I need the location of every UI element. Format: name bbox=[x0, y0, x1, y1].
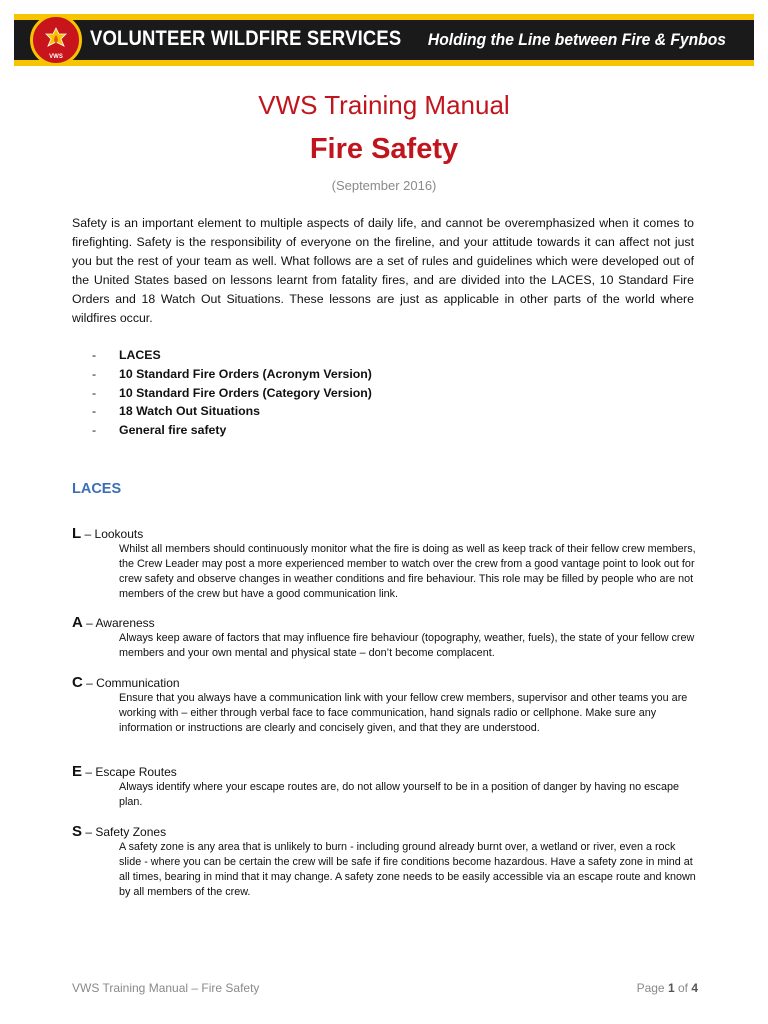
page-total: 4 bbox=[691, 981, 698, 995]
entry-term: – Communication bbox=[82, 676, 180, 690]
list-bullet: - bbox=[92, 385, 97, 400]
of-word: of bbox=[674, 981, 692, 995]
list-item bbox=[92, 365, 372, 384]
entry-letter: E bbox=[72, 763, 83, 780]
list-item-label: 10 Standard Fire Orders (Category Version) bbox=[119, 385, 372, 400]
logo-text: VWS bbox=[49, 54, 63, 60]
list-item-label: 10 Standard Fire Orders (Acronym Version) bbox=[119, 366, 372, 381]
contents-list bbox=[92, 346, 372, 440]
tagline: Holding the Line between Fire & Fynbos bbox=[427, 30, 726, 49]
laces-entry-awareness bbox=[72, 615, 698, 661]
section-heading-laces: LACES bbox=[72, 481, 122, 497]
entry-description: Whilst all members should continuously monitor what the fire is doing as well as keep track of their fellow crew members, the Crew Leader may post a more experienced member to watch over the crew from a good vantage point to look out for crew safety and observe changes in weather conditions and fire behaviour. This role may be filled by people who are not members of the crew but have a good communication link. bbox=[119, 543, 696, 600]
laces-entry-communication bbox=[72, 675, 698, 736]
entry-letter: S bbox=[72, 823, 83, 840]
list-bullet: - bbox=[92, 423, 97, 438]
laces-entry-escape-routes bbox=[72, 764, 698, 810]
entry-description: Ensure that you always have a communication link with your fellow crew members, supervisor and other teams you are working with – either through verbal face to face communication, hand signals radio or cellphone. Make sure any information or instructions are clearly and concisely given, and that they are understood. bbox=[119, 692, 688, 734]
laces-entry-safety-zones bbox=[72, 824, 698, 900]
vws-logo-icon bbox=[30, 14, 82, 66]
entry-term: – Awareness bbox=[82, 616, 155, 630]
list-item bbox=[92, 421, 372, 440]
org-name: VOLUNTEER WILDFIRE SERVICES bbox=[90, 27, 402, 50]
list-item bbox=[92, 384, 372, 403]
list-item-label: General fire safety bbox=[119, 423, 227, 438]
document-title: VWS Training Manual bbox=[258, 90, 510, 120]
entry-description: Always keep aware of factors that may influence fire behaviour (topography, weather, fuels), the state of your fellow crew members and your own mental and physical state – don’t become complacent. bbox=[119, 632, 695, 659]
document-date: (September 2016) bbox=[331, 178, 437, 193]
laces-entry-lookouts bbox=[72, 526, 698, 602]
header-banner bbox=[14, 14, 754, 66]
fire-cross-icon bbox=[45, 27, 67, 53]
page-current: 1 bbox=[667, 981, 675, 995]
entry-description: A safety zone is any area that is unlikely to burn - including ground already burnt over, a wetland or river, even a rock slide - where you can be certain the crew will be safe if fire conditions become hazardous. Have a safety zone in mind at all times, bearing in mind that it may change. A safety zone needs to be easily accessible via an escape route and known by all members of the crew. bbox=[119, 841, 696, 898]
document-subtitle: Fire Safety bbox=[309, 133, 459, 165]
intro-paragraph: Safety is an important element to multiple aspects of daily life, and cannot be overemphasized when it comes to firefighting. Safety is the responsibility of everyone on the fireline, and your attitude towards it can affect not just you but the rest of your team as well. What follows are a set of rules and guidelines which were developed out of the United States based on lessons learnt from fatality fires, and are divided into the LACES, 10 Standard Fire Orders and 18 Watch Out Situations. These lessons are just as applicable in other parts of the world where wildfires occur. bbox=[72, 216, 694, 325]
list-item bbox=[92, 346, 372, 365]
entry-term: – Lookouts bbox=[81, 527, 144, 541]
list-bullet: - bbox=[92, 348, 97, 362]
list-bullet: - bbox=[92, 366, 97, 381]
entry-letter: L bbox=[72, 525, 82, 542]
list-bullet: - bbox=[92, 404, 97, 419]
entry-letter: C bbox=[72, 674, 83, 691]
entry-term: – Safety Zones bbox=[82, 825, 167, 839]
page-word: Page bbox=[636, 981, 668, 995]
footer-page-number bbox=[637, 981, 698, 995]
list-item-label: LACES bbox=[119, 348, 161, 362]
entry-description: Always identify where your escape routes are, do not allow yourself to be in a position of danger by having no escape plan. bbox=[119, 781, 679, 808]
list-item bbox=[92, 402, 372, 421]
entry-term: – Escape Routes bbox=[82, 765, 177, 779]
banner-black-strip bbox=[14, 20, 754, 60]
entry-letter: A bbox=[72, 614, 83, 631]
footer-doc-title: VWS Training Manual – Fire Safety bbox=[72, 981, 260, 995]
list-item-label: 18 Watch Out Situations bbox=[119, 404, 260, 419]
